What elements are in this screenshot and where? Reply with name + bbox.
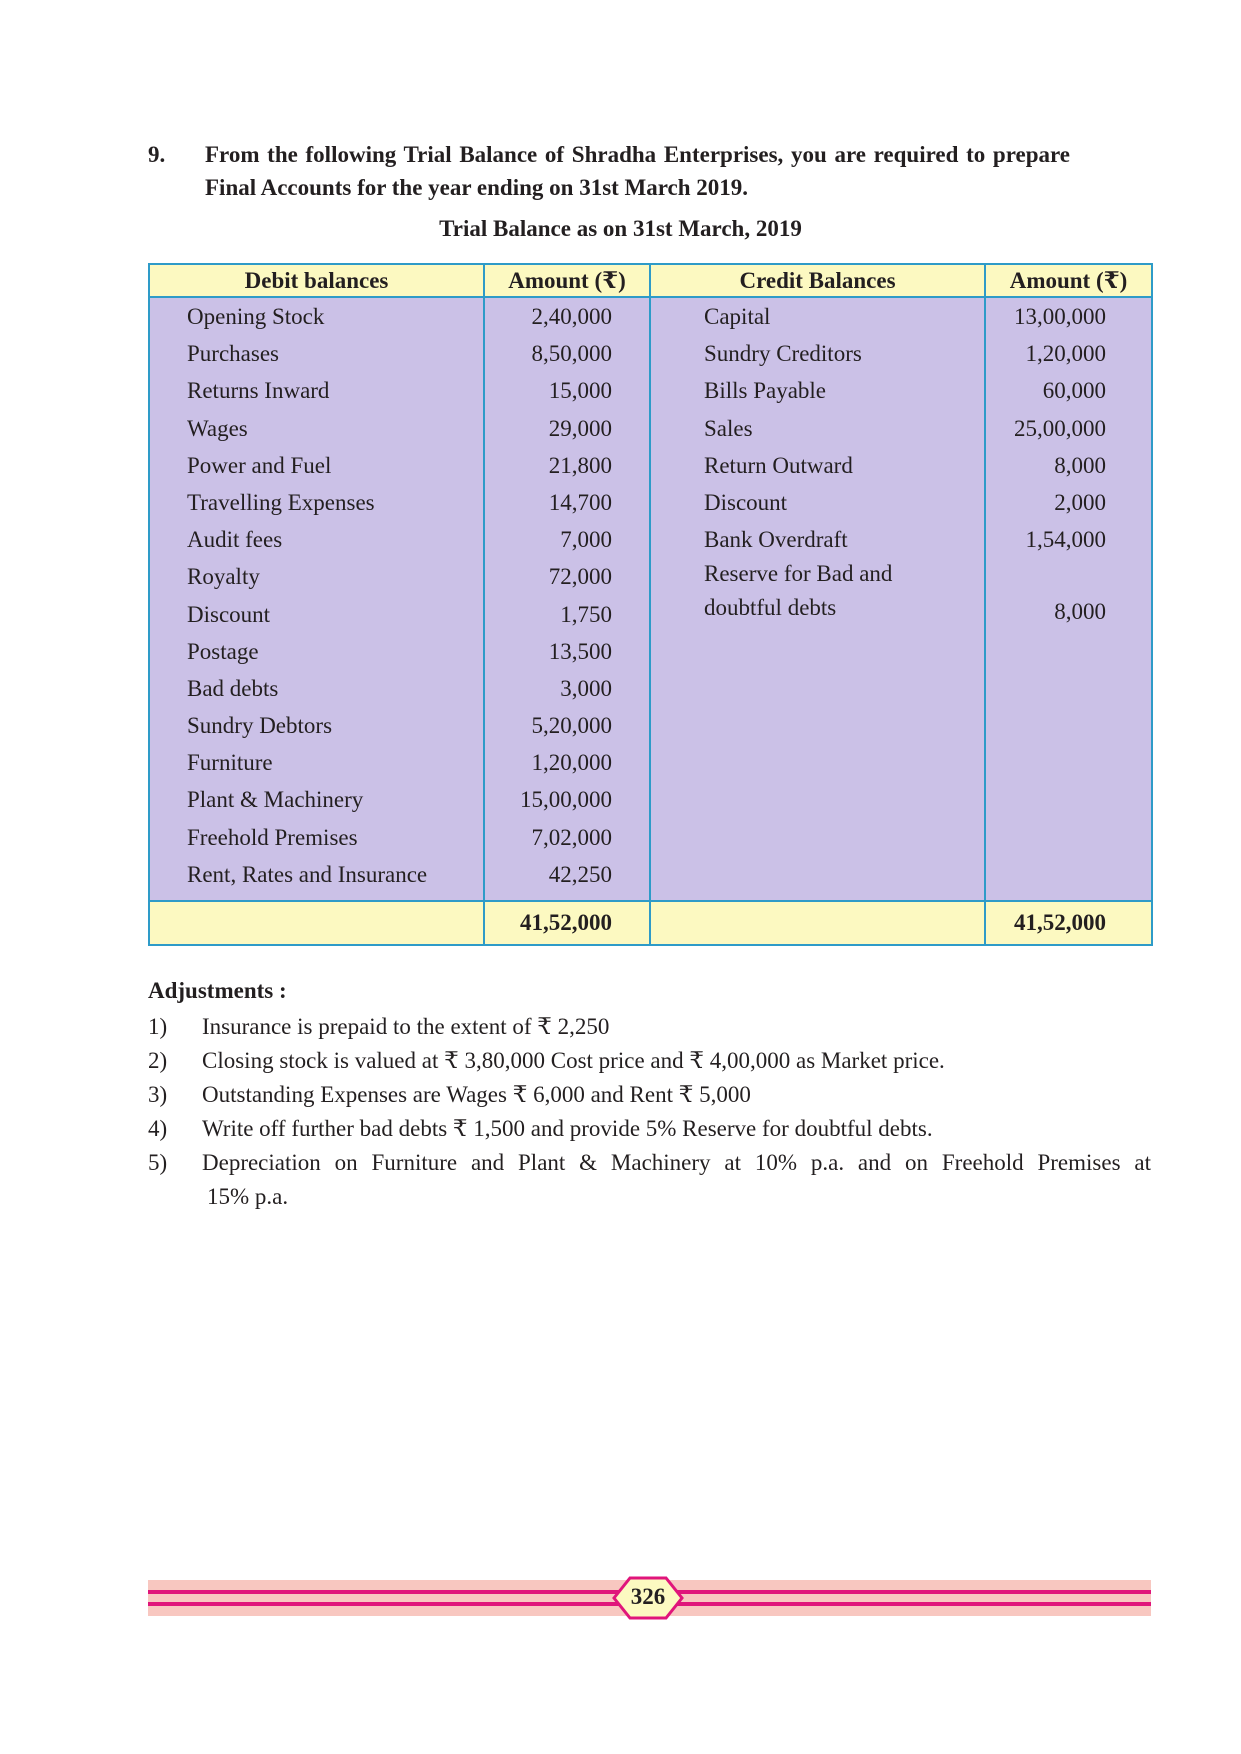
credit-spacer	[986, 558, 1151, 595]
adjustment-text: Depreciation on Furniture and Plant & Machinery at 10% p.a. and on Freehold Premises at	[202, 1150, 1151, 1175]
credit-item-amount: 2,000	[1054, 489, 1106, 515]
credit-item-amount: 60,000	[1042, 378, 1106, 404]
debit-amounts-column	[484, 297, 650, 901]
credit-item-amount: 25,00,000	[1014, 415, 1106, 441]
credit-amounts-column	[985, 297, 1152, 901]
debit-item-amount: 72,000	[548, 564, 612, 590]
debit-item-amount: 3,000	[560, 675, 612, 701]
table-title: Trial Balance as on 31st March, 2019	[439, 216, 802, 241]
debit-item-amount: 15,000	[548, 378, 612, 404]
debit-item-label: Audit fees	[187, 527, 283, 553]
debit-item-label: Plant & Machinery	[187, 787, 364, 813]
question-text: From the following Trial Balance of Shradha Enterprises, you are required to prepare Final Accounts for the year ending on 31st March 2019.	[205, 142, 1070, 200]
header-debit-balances: Debit balances	[149, 264, 484, 297]
credit-item-label: Sundry Creditors	[704, 341, 862, 367]
debit-item-amount: 7,000	[560, 527, 612, 553]
header-credit-amount: Amount (₹)	[985, 264, 1152, 297]
adjustment-text: Outstanding Expenses are Wages ₹ 6,000 and Rent ₹ 5,000	[202, 1082, 751, 1107]
credit-item-label: Sales	[704, 415, 753, 441]
debit-labels-column	[149, 297, 484, 901]
debit-item-label: Royalty	[187, 564, 260, 590]
credit-item-amount: 1,54,000	[1025, 527, 1106, 553]
debit-item-label: Purchases	[187, 341, 279, 367]
total-blank-cell	[149, 901, 484, 945]
debit-total: 41,52,000	[484, 901, 650, 945]
debit-item-label: Sundry Debtors	[187, 713, 333, 739]
trial-balance-table	[148, 263, 1153, 946]
debit-item-label: Bad debts	[187, 675, 279, 701]
credit-reserve-amount: 8,000	[1054, 598, 1106, 624]
debit-item-label: Freehold Premises	[187, 824, 358, 850]
credit-reserve-label-line1: Reserve for Bad and	[704, 561, 893, 587]
adjustment-item	[148, 1078, 1151, 1112]
debit-item-amount: 15,00,000	[520, 787, 612, 813]
header-debit-amount: Amount (₹)	[484, 264, 650, 297]
credit-total: 41,52,000	[985, 901, 1152, 945]
credit-reserve-label-line2: doubtful debts	[704, 594, 837, 620]
adjustment-number: 3)	[148, 1082, 168, 1107]
adjustment-number: 2)	[148, 1048, 168, 1073]
debit-item-label: Opening Stock	[187, 304, 325, 329]
debit-item-amount: 14,700	[548, 489, 612, 515]
credit-item-amount: 8,000	[1054, 452, 1106, 478]
adjustment-item	[148, 1044, 1151, 1078]
credit-item-label: Capital	[704, 304, 771, 329]
table-header-row	[149, 264, 1152, 297]
debit-item-amount: 21,800	[548, 452, 612, 478]
credit-item-label: Bills Payable	[704, 378, 827, 404]
total-blank-cell	[650, 901, 985, 945]
question	[148, 138, 1070, 204]
debit-item-amount: 13,500	[548, 638, 612, 664]
credit-item-label: Return Outward	[704, 452, 853, 478]
debit-item-label: Power and Fuel	[187, 452, 332, 478]
debit-item-amount: 42,250	[548, 861, 612, 887]
adjustments-list	[148, 1010, 1151, 1214]
adjustment-text: Insurance is prepaid to the extent of ₹ 2,250	[202, 1014, 610, 1039]
debit-item-label: Discount	[187, 601, 271, 627]
debit-item-label: Rent, Rates and Insurance	[187, 861, 428, 887]
adjustment-text: Write off further bad debts ₹ 1,500 and provide 5% Reserve for doubtful debts.	[202, 1116, 933, 1141]
debit-item-label: Wages	[187, 415, 248, 441]
header-credit-balances: Credit Balances	[650, 264, 985, 297]
debit-item-label: Postage	[187, 638, 259, 664]
debit-item-amount: 7,02,000	[531, 824, 612, 850]
credit-item-amount: 1,20,000	[1025, 341, 1106, 367]
question-number: 9.	[148, 142, 166, 167]
page-number: 326	[630, 1584, 666, 1609]
credit-item-label: Discount	[704, 489, 788, 515]
adjustment-item	[148, 1010, 1151, 1044]
debit-item-amount: 8,50,000	[531, 341, 612, 367]
table-total-row	[149, 901, 1152, 945]
adjustment-text-continuation: 15% p.a.	[207, 1184, 289, 1209]
adjustment-number: 1)	[148, 1014, 168, 1039]
debit-item-amount: 1,750	[560, 601, 612, 627]
debit-item-amount: 1,20,000	[531, 750, 612, 776]
adjustments-heading: Adjustments :	[148, 978, 287, 1003]
debit-item-label: Returns Inward	[187, 378, 330, 404]
adjustment-text: Closing stock is valued at ₹ 3,80,000 Cost price and ₹ 4,00,000 as Market price.	[202, 1048, 945, 1073]
adjustment-item	[148, 1146, 1151, 1214]
credit-item-amount: 13,00,000	[1014, 304, 1106, 329]
adjustment-number: 5)	[148, 1150, 168, 1175]
debit-item-label: Travelling Expenses	[187, 489, 375, 515]
debit-item-amount: 2,40,000	[531, 304, 612, 329]
debit-item-amount: 5,20,000	[531, 713, 612, 739]
debit-item-amount: 29,000	[548, 415, 612, 441]
credit-labels-column	[650, 297, 985, 901]
adjustment-item	[148, 1112, 1151, 1146]
debit-item-label: Furniture	[187, 750, 273, 776]
table-body-row	[149, 297, 1152, 901]
adjustment-number: 4)	[148, 1116, 168, 1141]
credit-item-label: Bank Overdraft	[704, 527, 848, 553]
page-number-badge	[610, 1575, 686, 1621]
